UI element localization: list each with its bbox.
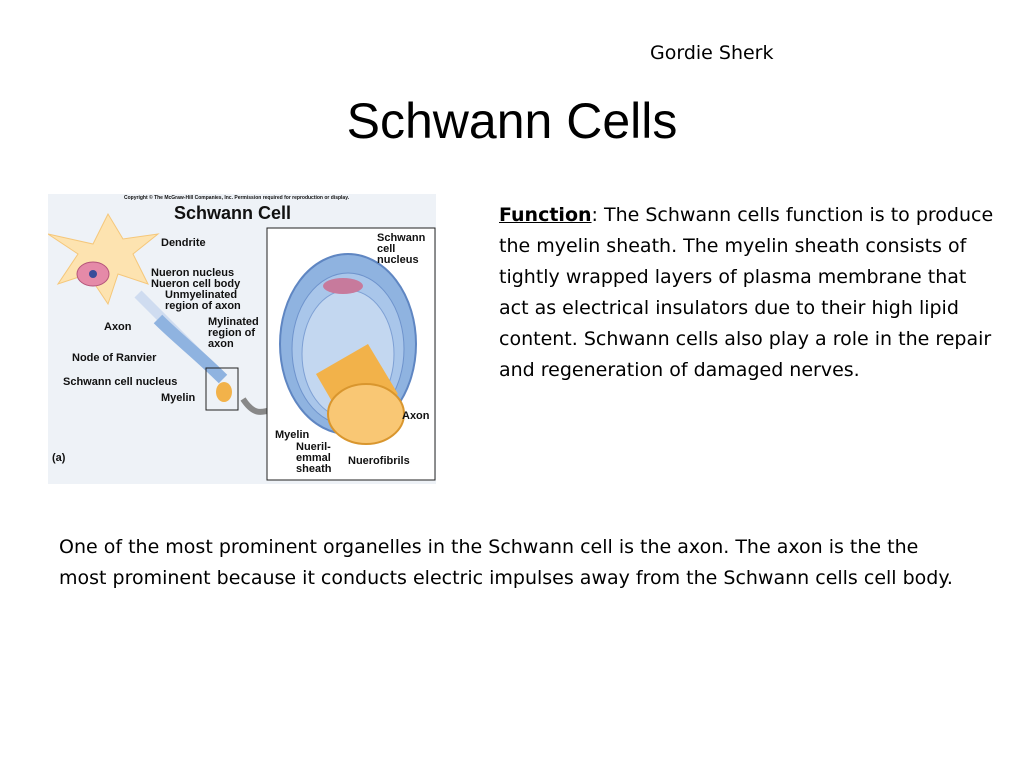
label-myelin-left: Myelin: [161, 392, 196, 404]
axon-description: One of the most prominent organelles in the Schwann cell is the axon. The axon is the the most prominent because it conducts electric impulses away from the Schwann cells cell body.: [59, 536, 953, 589]
slide-title: Schwann Cells: [346, 93, 678, 149]
label-schwann-2: cell: [377, 243, 396, 255]
label-mylinated-3: axon: [208, 338, 234, 350]
label-unmyelinated: Unmyelinated: [165, 289, 238, 301]
label-schwann-3: nucleus: [377, 254, 419, 266]
label-myelin-right: Myelin: [275, 429, 310, 441]
function-label: Function: [499, 204, 592, 226]
label-neurilemma-3: sheath: [296, 463, 332, 475]
label-panel-a: (a): [52, 452, 66, 464]
label-mylinated: Mylinated: [208, 316, 259, 328]
axon-cross-section: [328, 384, 404, 444]
label-neurofibrils: Nuerofibrils: [348, 455, 410, 467]
author-name: Gordie Sherk: [650, 42, 774, 64]
figure-copyright: Copyright © The McGraw-Hill Companies, Inc. Permission required for reproduction or display.: [124, 195, 350, 201]
label-unmyelinated-2: region of axon: [165, 300, 241, 312]
label-axon-left: Axon: [104, 321, 132, 333]
function-description: [499, 200, 999, 386]
label-neurilemma-2: emmal: [296, 452, 331, 464]
label-dendrite: Dendrite: [161, 237, 206, 249]
label-mylinated-2: region of: [208, 327, 256, 339]
label-schwann-1: Schwann: [377, 232, 426, 244]
schwann-cell-diagram: [48, 194, 436, 484]
schwann-cell-nucleus: [323, 278, 363, 294]
axon-cross-section-small: [216, 382, 232, 402]
function-body: : The Schwann cells function is to produce the myelin sheath. The myelin sheath consists of tightly wrapped layers of plasma membrane that act as electrical insulators due to their high lipid content. Schwann cells also play a role in the repair and regeneration of damaged nerves.: [499, 204, 994, 381]
label-schwann-cell-nucleus: Schwann cell nucleus: [63, 376, 178, 388]
figure-heading: Schwann Cell: [174, 203, 292, 223]
label-node-of-ranvier: Node of Ranvier: [72, 352, 157, 364]
schwann-cell-illustration: [48, 194, 436, 484]
label-axon-right: Axon: [402, 410, 430, 422]
label-neuron-nucleus: Nueron nucleus: [151, 267, 235, 279]
label-neuron-cell-body: Nueron cell body: [151, 278, 241, 290]
label-neurilemma-1: Nueril-: [296, 441, 331, 453]
